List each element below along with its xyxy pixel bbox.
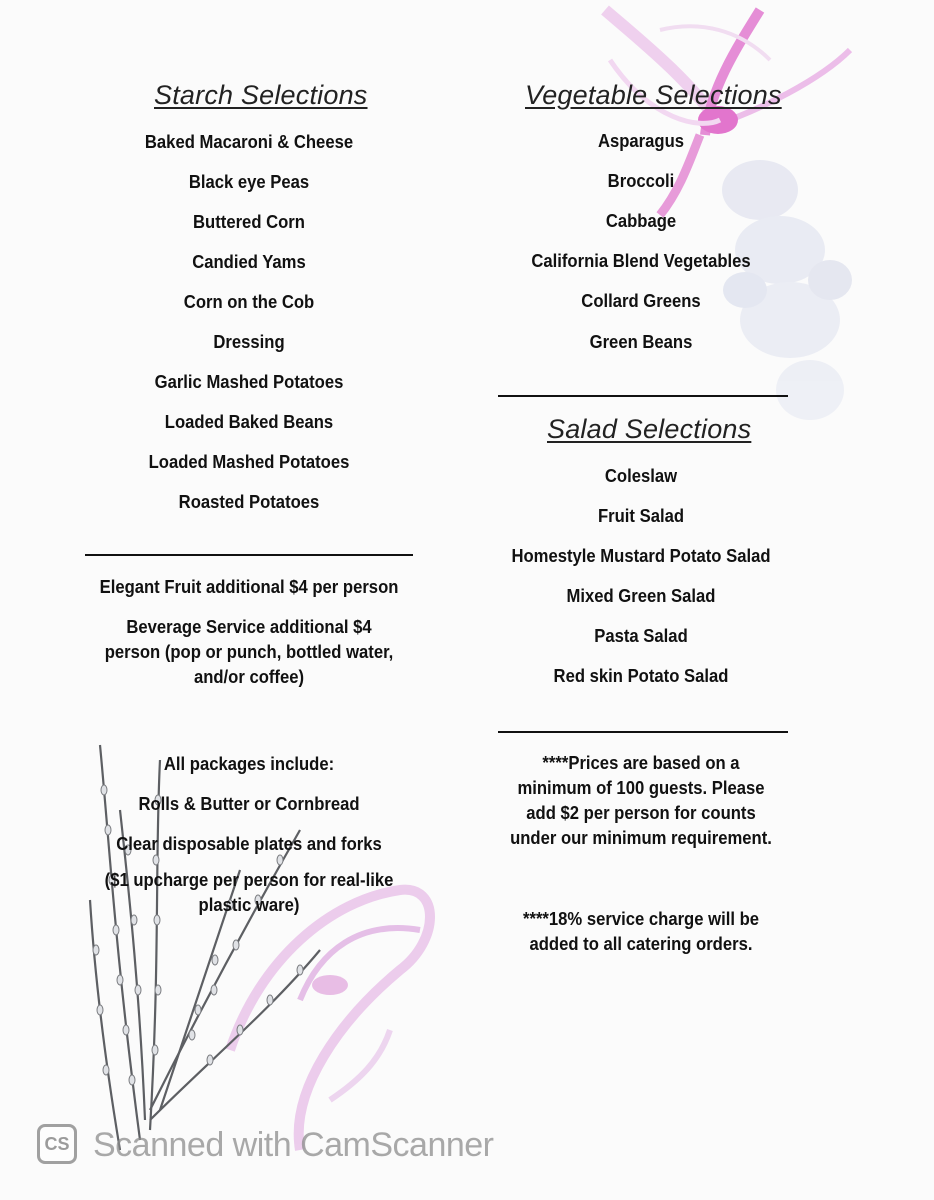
- beverage-line: Beverage Service additional $4: [126, 616, 372, 637]
- left-column: [85, 0, 413, 1200]
- starch-item: Corn on the Cob: [183, 291, 315, 312]
- upcharge-line: ($1 upcharge per person for real-like: [104, 869, 394, 890]
- salad-heading: Salad Selections: [547, 414, 752, 444]
- vegetable-divider: [498, 395, 788, 397]
- packages-item: Clear disposable plates and forks: [116, 833, 382, 854]
- minimum-line: minimum of 100 guests. Please: [517, 777, 765, 798]
- starch-item: Baked Macaroni & Cheese: [144, 131, 354, 152]
- fruit-extra-text: Elegant Fruit additional $4 per person: [99, 576, 399, 597]
- salad-item: Coleslaw: [604, 465, 678, 486]
- starch-item: Dressing: [213, 331, 285, 352]
- service-charge-note: [501, 906, 782, 956]
- camscanner-logo: CS: [37, 1124, 77, 1164]
- starch-item: Roasted Potatoes: [178, 491, 320, 512]
- starch-item: Candied Yams: [192, 251, 306, 272]
- upcharge-note: [83, 867, 414, 917]
- starch-heading: Starch Selections: [154, 80, 368, 110]
- vegetable-item: Asparagus: [597, 130, 685, 151]
- vegetable-item: Broccoli: [607, 170, 675, 191]
- beverage-line: and/or coffee): [193, 666, 305, 687]
- vegetable-item: Collard Greens: [581, 290, 701, 311]
- beverage-line: person (pop or punch, bottled water,: [104, 641, 394, 662]
- packages-info: [83, 744, 414, 864]
- packages-item: Rolls & Butter or Cornbread: [138, 793, 360, 814]
- salad-item: Red skin Potato Salad: [553, 665, 729, 686]
- starch-divider: [85, 554, 413, 556]
- vegetable-item: California Blend Vegetables: [531, 250, 751, 271]
- service-line: added to all catering orders.: [529, 933, 753, 954]
- starch-item: Loaded Baked Beans: [164, 411, 334, 432]
- vegetable-item: Green Beans: [589, 331, 693, 352]
- minimum-line: add $2 per person for counts: [526, 802, 756, 823]
- beverage-extra: [83, 614, 414, 689]
- service-line: ****18% service charge will be: [522, 908, 759, 929]
- camscanner-text: Scanned with CamScanner: [93, 1126, 494, 1164]
- starch-item: Loaded Mashed Potatoes: [148, 451, 350, 472]
- salad-item: Fruit Salad: [597, 505, 685, 526]
- minimum-note: [501, 750, 782, 850]
- vegetable-item: Cabbage: [605, 210, 677, 231]
- starch-item: Garlic Mashed Potatoes: [154, 371, 344, 392]
- salad-item: Pasta Salad: [594, 625, 688, 646]
- packages-title: All packages include:: [163, 753, 335, 774]
- vegetable-heading: Vegetable Selections: [525, 80, 782, 110]
- right-column: [495, 0, 787, 1200]
- minimum-line: ****Prices are based on a: [542, 752, 740, 773]
- minimum-line: under our minimum requirement.: [510, 827, 772, 848]
- fruit-extra: [83, 574, 414, 599]
- starch-item: Black eye Peas: [188, 171, 310, 192]
- starch-item: Buttered Corn: [193, 211, 305, 232]
- salad-item: Homestyle Mustard Potato Salad: [511, 545, 771, 566]
- salad-item: Mixed Green Salad: [566, 585, 716, 606]
- salad-divider: [498, 731, 788, 733]
- upcharge-line: plastic ware): [198, 894, 300, 915]
